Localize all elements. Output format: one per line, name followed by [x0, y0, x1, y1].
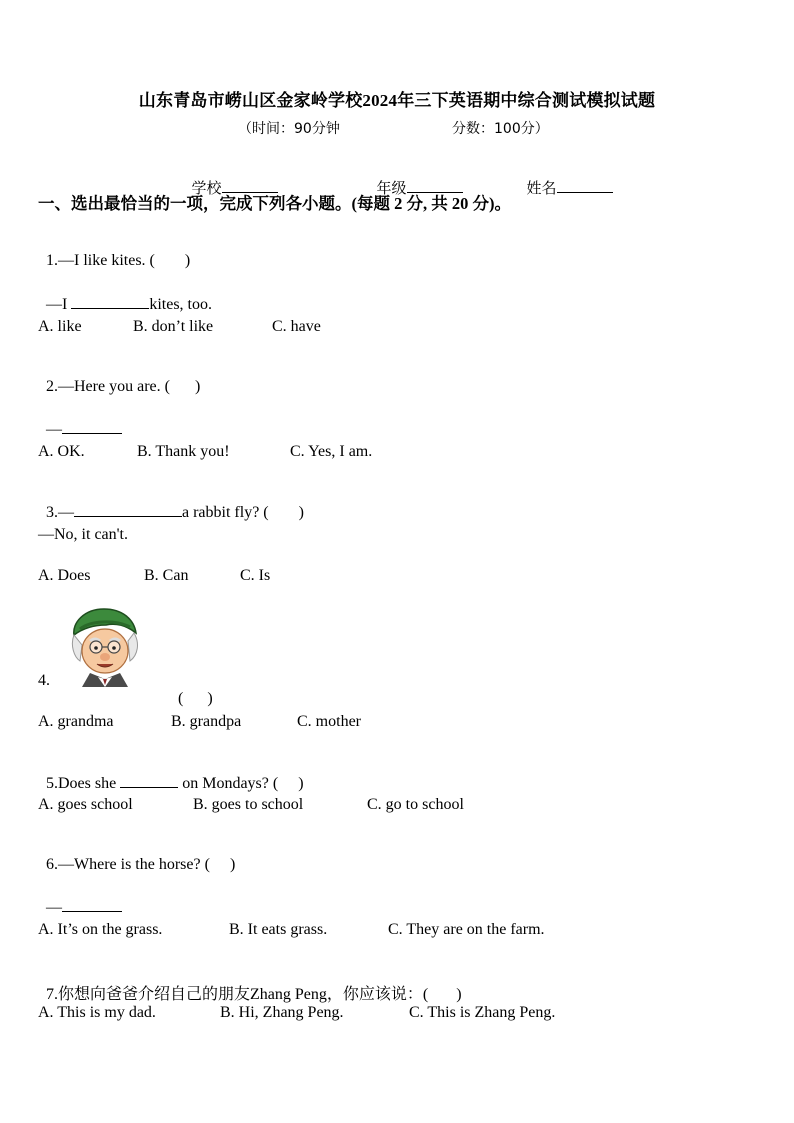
- question-2: 2.—Here you are. ( ): [46, 378, 201, 395]
- fill-blank[interactable]: [120, 773, 178, 788]
- question-3-response: —No, it can't.: [38, 526, 128, 543]
- fill-blank[interactable]: [74, 502, 182, 517]
- question-text: 你想向爸爸介绍自己的朋友Zhang Peng，你应该说：(: [58, 986, 429, 1003]
- question-text: —Here you are. (: [58, 378, 170, 395]
- option-c[interactable]: C. This is Zhang Peng.: [409, 1004, 556, 1021]
- question-number: 3.: [46, 504, 58, 521]
- option-c[interactable]: C. have: [272, 318, 321, 335]
- option-c[interactable]: C. Yes, I am.: [290, 443, 373, 460]
- section-heading: 一、选出最恰当的一项，完成下列各小题。(每题 2 分, 共 20 分)。: [38, 194, 511, 213]
- grade-label: 年级: [376, 181, 407, 197]
- name-blank[interactable]: [557, 178, 613, 193]
- question-number: 6.: [46, 856, 58, 873]
- question-7: 7.你想向爸爸介绍自己的朋友Zhang Peng，你应该说：( ): [46, 986, 462, 1003]
- name-field: [519, 160, 613, 198]
- question-3: 3.— a rabbit fly? ( ): [46, 504, 304, 521]
- option-b[interactable]: B. don’t like: [133, 318, 214, 335]
- fill-blank[interactable]: [62, 419, 122, 434]
- option-a[interactable]: A. like: [38, 318, 82, 335]
- option-a[interactable]: A. This is my dad.: [38, 1004, 156, 1021]
- question-number: 1.: [46, 252, 58, 269]
- question-6-response: —: [38, 879, 122, 917]
- option-b[interactable]: B. Can: [144, 567, 189, 584]
- question-text: —Where is the horse? (: [58, 856, 210, 873]
- option-a[interactable]: A. goes school: [38, 796, 133, 813]
- question-text: Does she: [58, 775, 121, 792]
- question-2-response: —: [38, 401, 122, 439]
- question-1: 1.—I like kites. ( ): [46, 252, 191, 269]
- option-c[interactable]: C. go to school: [367, 796, 464, 813]
- option-b[interactable]: B. Thank you!: [137, 443, 230, 460]
- school-label: 学校: [191, 181, 222, 197]
- option-c[interactable]: C. mother: [297, 713, 361, 730]
- grandpa-illustration-icon: [68, 605, 142, 687]
- question-1-response: —I kites, too.: [46, 296, 212, 313]
- exam-time: （时间：90分钟: [238, 121, 340, 137]
- question-number: 7.: [46, 986, 58, 1003]
- option-a[interactable]: A. Does: [38, 567, 91, 584]
- option-b[interactable]: B. Hi, Zhang Peng.: [220, 1004, 344, 1021]
- option-a[interactable]: A. OK.: [38, 443, 85, 460]
- option-c[interactable]: C. Is: [240, 567, 271, 584]
- question-6: 6.—Where is the horse? ( ): [46, 856, 236, 873]
- fill-blank[interactable]: [62, 897, 122, 912]
- option-a[interactable]: A. grandma: [38, 713, 114, 730]
- page-title: 山东青岛市崂山区金家岭学校2024年三下英语期中综合测试模拟试题: [138, 91, 656, 110]
- option-c[interactable]: C. They are on the farm.: [388, 921, 545, 938]
- option-b[interactable]: B. grandpa: [171, 713, 242, 730]
- option-b[interactable]: B. goes to school: [193, 796, 304, 813]
- question-4-number: 4.: [38, 672, 50, 689]
- fill-blank[interactable]: [71, 294, 149, 309]
- question-text: —I like kites. (: [58, 252, 155, 269]
- name-label: 姓名: [526, 181, 557, 197]
- exam-score: 分数：100分）: [452, 121, 549, 137]
- question-5: 5.Does she on Mondays? ( ): [46, 775, 304, 792]
- question-number: 5.: [46, 775, 58, 792]
- question-text: a rabbit fly? (: [182, 504, 269, 521]
- option-b[interactable]: B. It eats grass.: [229, 921, 328, 938]
- question-number: 2.: [46, 378, 58, 395]
- option-a[interactable]: A. It’s on the grass.: [38, 921, 163, 938]
- question-4-paren: ( ): [178, 690, 213, 707]
